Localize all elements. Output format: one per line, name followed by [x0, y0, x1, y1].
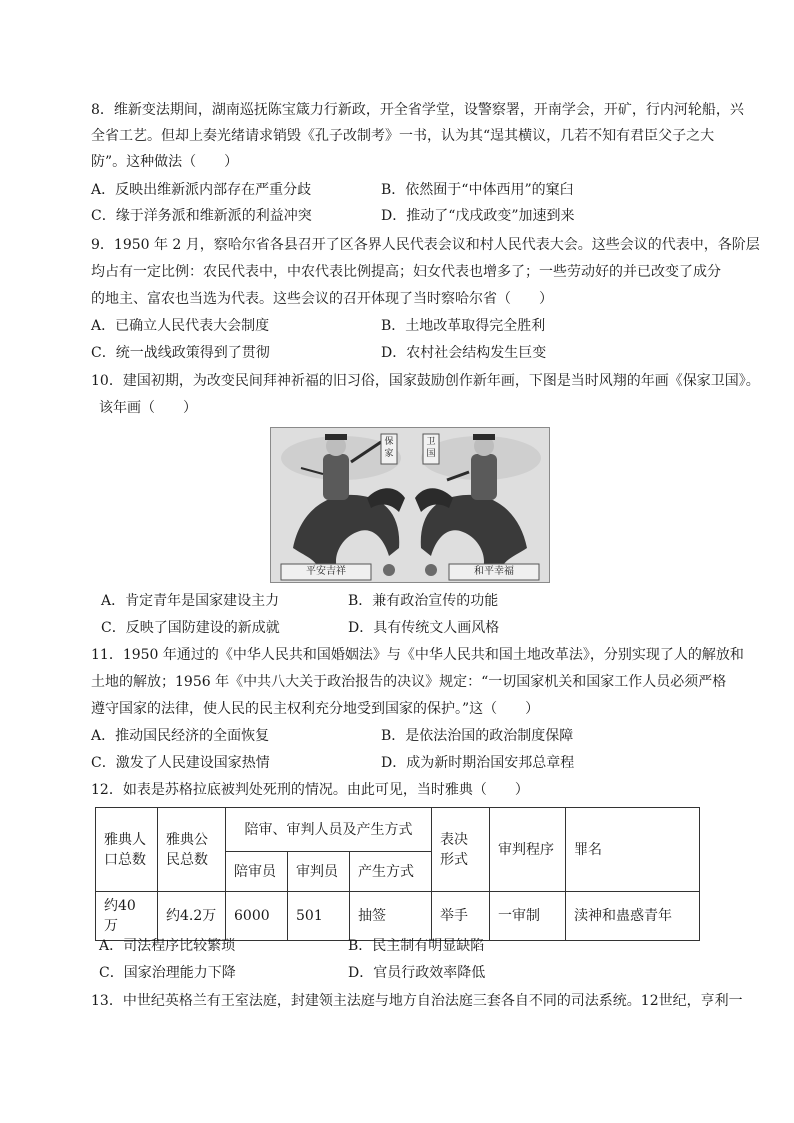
header-jurors: 陪审员	[226, 852, 288, 892]
q8-stem-line-1: 8．维新变法期间，湖南巡抚陈宝箴力行新政，开全省学堂，设警察署，开南学会，开矿，行内河轮船，兴	[91, 102, 744, 118]
q12-option-c: C．国家治理能力下降	[99, 965, 236, 981]
q10-option-c: C．反映了国防建设的新成就	[101, 620, 280, 636]
header-selection-method: 产生方式	[350, 852, 432, 892]
q10-stem-line-1: 10．建国初期，为改变民间拜神祈福的旧习俗，国家鼓励创作新年画，下图是当时风翔的年画《保家卫国》。	[91, 373, 760, 389]
q9-option-d: D．农村社会结构发生巨变	[381, 345, 547, 361]
header-judges: 审判员	[288, 852, 350, 892]
q9-stem-line-2: 均占有一定比例：农民代表中，中农代表比例提高；妇女代表也增多了；一些劳动好的并已改变了成分	[91, 264, 721, 280]
cell-selection-method: 抽签	[350, 892, 432, 941]
q11-stem-line-1: 11．1950 年通过的《中华人民共和国婚姻法》与《中华人民共和国土地改革法》，分别实现了人的解放和	[91, 647, 744, 663]
cell-citizens: 约4.2万	[158, 892, 226, 941]
banner-text-left: 保家	[384, 437, 394, 459]
q9-stem-line-1: 9．1950 年 2 月，察哈尔省各县召开了区各界人民代表会议和村人民代表大会。这些会议的代表中，各阶层	[91, 237, 760, 253]
q8-option-b: B．依然囿于“中体西用”的窠臼	[381, 182, 574, 198]
painting-illustration	[271, 428, 549, 582]
q9-option-b: B．土地改革取得完全胜利	[381, 318, 546, 334]
q10-option-a: A．肯定青年是国家建设主力	[101, 593, 280, 609]
socrates-trial-table	[95, 807, 700, 941]
q13-stem-line-1: 13．中世纪英格兰有王室法庭，封建领主法庭与地方自治法庭三套各自不同的司法系统。12世纪，亨利一	[91, 993, 743, 1009]
q11-stem-line-3: 遵守国家的法律，使人民的民主权利充分地受到国家的保护。”这（ ）	[91, 701, 540, 717]
q12-option-b: B．民主制有明显缺陷	[348, 938, 485, 954]
header-charge: 罪名	[566, 808, 700, 892]
header-procedure: 审判程序	[490, 808, 566, 892]
cell-population: 约40万	[96, 892, 158, 941]
q8-option-d: D．推动了“戊戌政变”加速到来	[381, 208, 575, 224]
header-citizens: 雅典公民总数	[158, 808, 226, 892]
plaque-text-left: 平安吉祥	[306, 566, 346, 577]
header-jury-group: 陪审、审判人员及产生方式	[226, 808, 432, 852]
header-population: 雅典人口总数	[96, 808, 158, 892]
q12-option-d: D．官员行政效率降低	[348, 965, 486, 981]
q11-option-a: A．推动国民经济的全面恢复	[91, 728, 270, 744]
cell-jurors: 6000	[226, 892, 288, 941]
q9-option-c: C．统一战线政策得到了贯彻	[91, 345, 270, 361]
q11-option-d: D．成为新时期治国安邦总章程	[381, 755, 575, 771]
q8-option-c: C．缘于洋务派和维新派的利益冲突	[91, 208, 312, 224]
q11-stem-line-2: 土地的解放；1956 年《中共八大关于政治报告的决议》规定：“一切国家机关和国家工作人员必须严格	[91, 674, 727, 690]
q10-option-b: B．兼有政治宣传的功能	[348, 593, 499, 609]
header-vote-form: 表决形式	[432, 808, 490, 892]
cell-vote-form: 举手	[432, 892, 490, 941]
cell-charge: 渎神和蛊惑青年	[566, 892, 700, 941]
q9-option-a: A．已确立人民代表大会制度	[91, 318, 270, 334]
q11-option-b: B．是依法治国的政治制度保障	[381, 728, 574, 744]
q10-stem-line-2: 该年画（ ）	[99, 400, 197, 416]
new-year-painting-image	[270, 427, 550, 583]
plaque-text-right: 和平幸福	[474, 566, 514, 577]
q8-option-a: A．反映出维新派内部存在严重分歧	[91, 182, 312, 198]
q10-option-d: D．具有传统文人画风格	[348, 620, 500, 636]
banner-text-right: 卫国	[426, 437, 436, 459]
q12-stem: 12．如表是苏格拉底被判处死刑的情况。由此可见，当时雅典（ ）	[91, 782, 529, 798]
q12-option-a: A．司法程序比较繁琐	[99, 938, 236, 954]
q8-stem-line-2: 全省工艺。但却上奏光绪请求销毁《孔子改制考》一书，认为其“逞其横议，几若不知有君臣父子之大	[91, 128, 715, 144]
q11-option-c: C．激发了人民建设国家热情	[91, 755, 270, 771]
cell-judges: 501	[288, 892, 350, 941]
q9-stem-line-3: 的地主、富农也当选为代表。这些会议的召开体现了当时察哈尔省（ ）	[91, 291, 553, 307]
q8-stem-line-3: 防”。这种做法（ ）	[91, 154, 239, 170]
cell-procedure: 一审制	[490, 892, 566, 941]
